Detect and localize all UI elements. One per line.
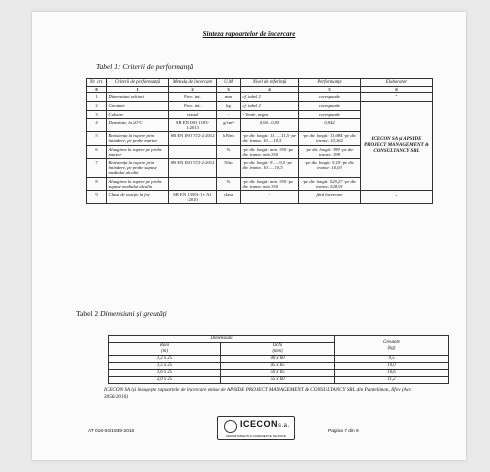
row-metoda: vizual [169,110,217,118]
stamp-logo-icon [224,420,237,433]
row-metoda: SR EN 13501-1+ A1 :2010 [169,191,217,204]
page-number: Pagina 7 din 9 [328,429,359,434]
cell-ochi: 55 x 60 [221,377,335,384]
greutate-unit: (kg) [387,345,396,351]
table-row [87,93,433,102]
row-nivel: 0,94...0,95 [241,118,299,131]
row-um: g/cm³ [217,118,241,131]
stamp-subtitle: DEPARTAMENTUL AGREMENTE TEHNICE [226,434,286,438]
table2-caption-num: Tabel 2 [76,309,99,318]
col-number: 1 [107,87,169,93]
elaborator-top: - [361,93,433,102]
rola-unit: (m) [161,349,168,354]
row-um: % [217,145,241,158]
row-metoda: SR EN ISO 1183-1:2013 [169,118,217,131]
stamp-logo-text: ICECON [240,419,279,429]
row-performanta: 0,942 [299,118,361,131]
row-um: - [217,110,241,118]
row-nivel: - [241,191,299,204]
table-row [109,356,449,363]
row-criteriu: Alungirea la rupere pe probe martor [107,145,169,158]
icecon-stamp [217,416,295,440]
cell-rola: 1,6 x 25 [109,370,221,377]
col-number: 2 [169,87,217,93]
row-metoda: SR EN ISO 572-2:2012 [169,132,217,145]
row-nr: 3 [87,110,107,118]
footer-note: ICECON SA își însușește rapoartele de încercare emise de APSIDE PROJECT MANAGEMENT & CONSULTANCY SRL din Pantelimon, Ilfov (Acr. 3056/2016) [104,387,412,400]
row-performanta: corespunde [299,93,361,102]
row-nr: 9 [87,191,107,204]
row-metoda [169,177,217,190]
header-greutate [335,336,449,356]
header-criterii: Criterii de performanță [107,79,169,87]
col-number: 6 [361,87,433,93]
row-nivel: cf. tabel 2 [241,102,299,110]
row-nivel: -pe dir. longit: min. 350 -pe dir. transv. min 350 [241,177,299,190]
row-nr: 4 [87,118,107,131]
row-um: N/m [217,159,241,178]
header-um: U.M [217,79,241,87]
row-um: mm [217,93,241,102]
document-title: Sinteza rapoartelor de încercare [202,30,296,38]
header-dimensiuni: Dimensiuni [109,336,335,343]
row-nivel: - Verde, negru [241,110,299,118]
cell-ochi: 40 x 60 [221,356,335,363]
row-nr: 2 [87,102,107,110]
cell-greutate: 10,6 [335,370,449,377]
greutate-label: Greutate [383,339,400,345]
row-criteriu: Greutate [107,102,169,110]
table-row [109,370,449,377]
ochi-unit: (mm) [272,349,283,354]
performance-criteria-table [86,78,433,204]
col-number: 0 [87,87,107,93]
header-nr: Nr. crt. [87,79,107,87]
header-elaborator: Elaborator [361,79,433,87]
header-nivel: Nivel de referință [241,79,299,87]
document-code: AT 016-04/1939-2016 [88,429,135,434]
cell-greutate: 10,0 [335,363,449,370]
stamp-logo [240,419,290,429]
row-nr: 7 [87,159,107,178]
header-ochi [221,343,335,356]
stamp-logo-suffix: s.a. [278,423,290,429]
row-performanta: -pe dir. longit: 11,084 -pe dir. transv: 10,162 [299,132,361,145]
table-row [87,191,433,204]
cell-greutate: 9,5 [335,356,449,363]
cell-greutate: 11,2 [335,377,449,384]
row-criteriu: Rezistența la rupere prin întindere, pe probe martor [107,132,169,145]
row-metoda [169,145,217,158]
row-performanta: corespunde [299,110,361,118]
row-performanta: -pe dir. longit: 9,19 -pe dir. transv: 10,03 [299,159,361,178]
header-performante: Performanțe [299,79,361,87]
header-rola [109,343,221,356]
col-number: 4 [241,87,299,93]
row-nr: 8 [87,177,107,190]
row-metoda: SR EN ISO 572-2:2012 [169,159,217,178]
row-criteriu: Densitate, la 20°C [107,118,169,131]
table-row [87,102,433,110]
table-row [109,377,449,384]
table-row [109,363,449,370]
row-nivel: -pe dir. longit: min. 350 -pe dir. transv. min.350 [241,145,299,158]
header-metoda: Metoda de încercare [169,79,217,87]
row-nivel: cf. tabel 2 [241,93,299,102]
row-criteriu: Clasa de reacție la foc [107,191,169,204]
cell-ochi: 45 x 65 [221,363,335,370]
row-criteriu: Dimensiuni ochiuri [107,93,169,102]
row-metoda: Proc. int. [169,102,217,110]
dimensions-weights-table [108,335,449,384]
row-um: kg [217,102,241,110]
cell-ochi: 50 x 65 [221,370,335,377]
row-um: clasa [217,191,241,204]
row-nr: 5 [87,132,107,145]
cell-rola: 1,2 x 25 [109,356,221,363]
table1-caption: Tabel 1: Criterii de performanță [96,62,194,71]
row-performanta: fără încercare [299,191,361,204]
table2-caption-text: Dimensiuni și greutăți [98,309,167,318]
table2-caption [76,309,167,318]
ochi-label: Ochi [272,343,283,348]
cell-rola: 1,5 x 25 [109,363,221,370]
row-nivel: -pe dir. longit: 9......9,5 -pe dir. transv. 10......10,5 [241,159,299,178]
row-nr: 1 [87,93,107,102]
row-um: % [217,177,241,190]
col-number: 5 [299,87,361,93]
row-performanta: -pe dir. longit: 399 -pe dir. transv: 399 [299,145,361,158]
elaborator-main: ICECON SA și APSIDE PROJECT MANAGEMENT & CONSULTANCY SRL [361,102,433,191]
elaborator-bottom: - [361,191,433,204]
row-metoda: Proc. int. [169,93,217,102]
row-criteriu: Alungirea la rupere pe probe supuse mediului alcalin [107,177,169,190]
cell-rola: 2,0 x 25 [109,377,221,384]
document-page [32,12,466,460]
row-um: kN/m [217,132,241,145]
row-criteriu: Rezistența la rupere prin întindere, pe probe supuse mediului alcalin [107,159,169,178]
table2-header-row [109,336,449,343]
row-performanta: -pe dir. longit: 529,27 -pe dir. transv: 528,91 [299,177,361,190]
row-nr: 6 [87,145,107,158]
col-number: 3 [217,87,241,93]
row-criteriu: Culoare [107,110,169,118]
table1-header-row [87,79,433,87]
rola-label: Rolă [159,343,170,348]
row-performanta: corespunde [299,102,361,110]
row-nivel: -pe dir. longit: 11......11,5 -pe dir. transv. 10.....10,5 [241,132,299,145]
